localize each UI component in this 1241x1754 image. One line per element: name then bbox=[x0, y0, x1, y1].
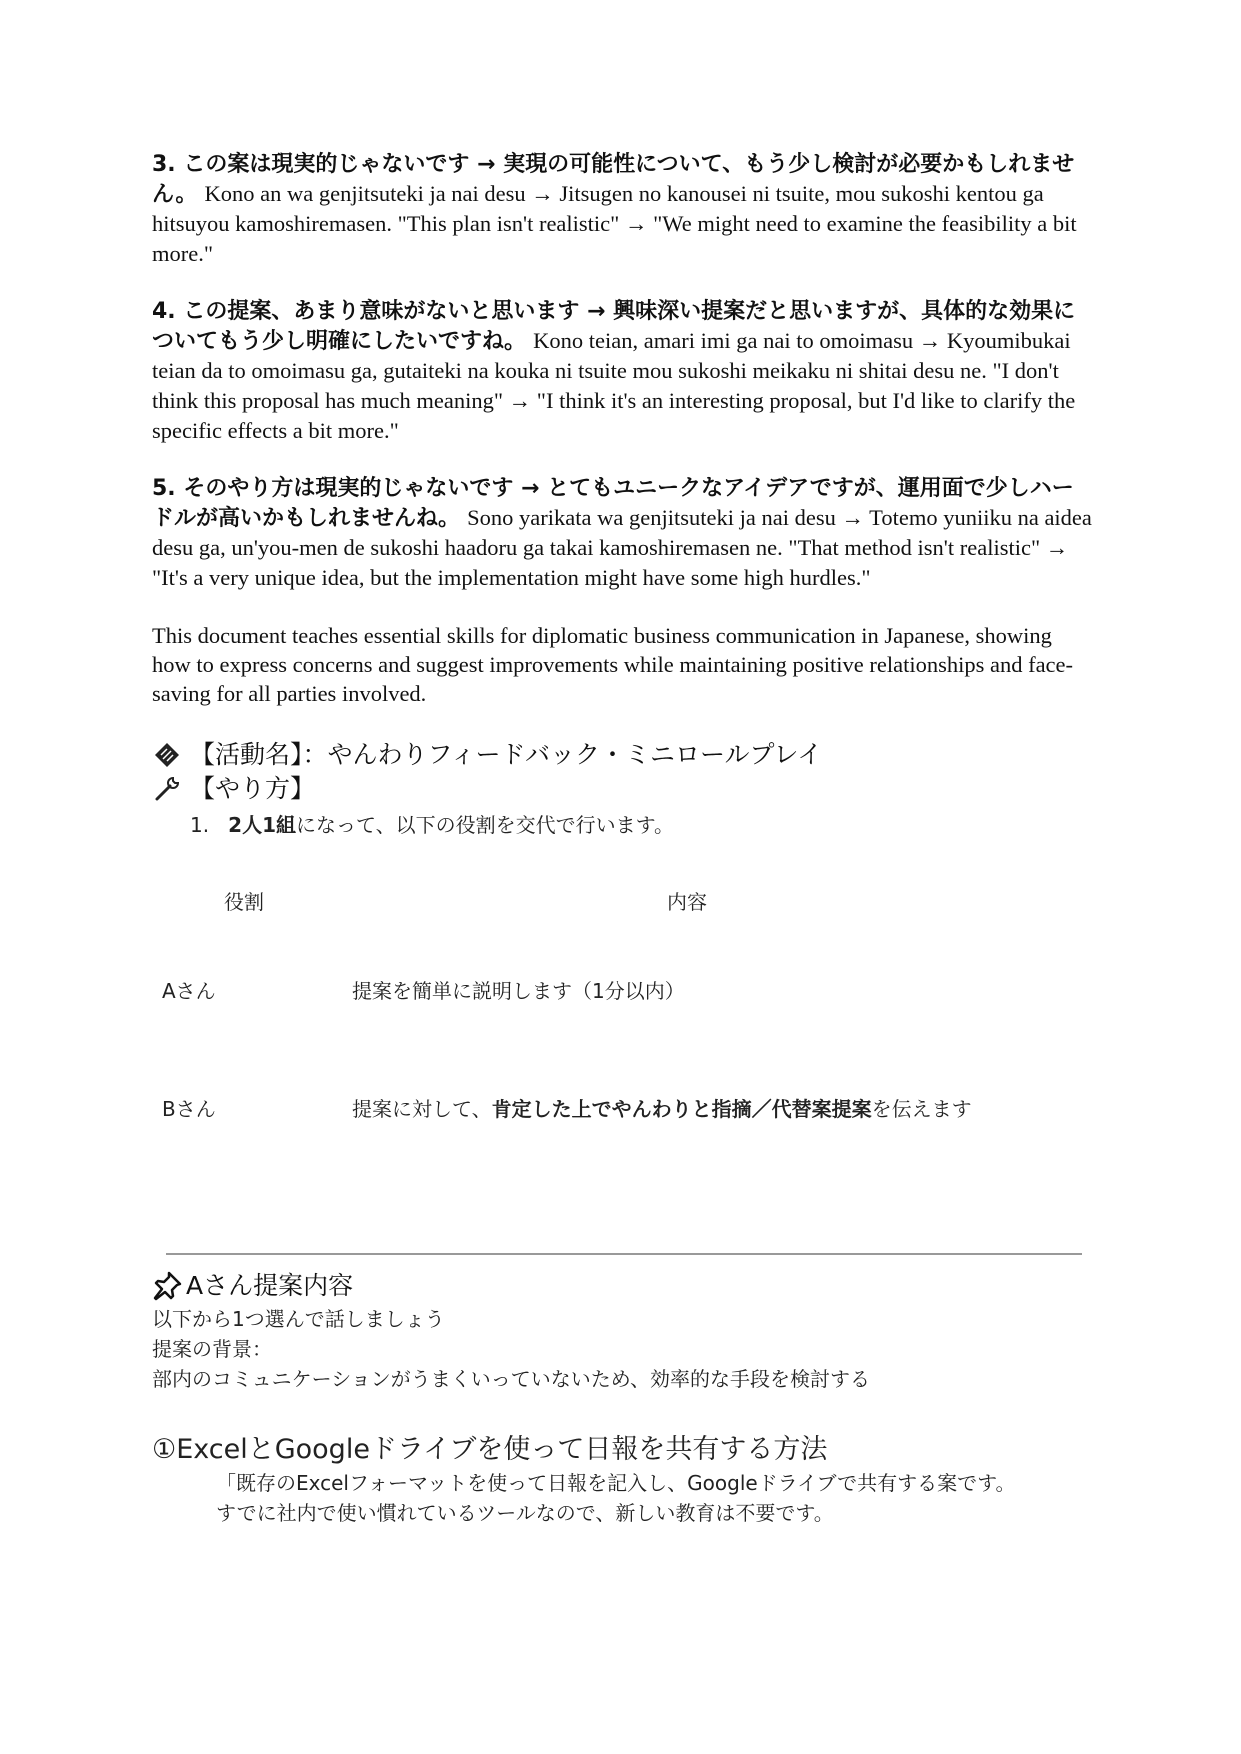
horizontal-divider bbox=[166, 1253, 1082, 1255]
column-header-content: 内容 bbox=[667, 889, 707, 914]
step-number: 1. bbox=[190, 813, 210, 837]
activity-title: 【活動名】：やんわりフィードバック・ミニロールプレイ bbox=[190, 740, 823, 769]
option-1-body bbox=[152, 1468, 1016, 1528]
role-cell: Aさん bbox=[162, 978, 216, 1003]
option-1-line-2: すでに社内で使い慣れているツールなので、新しい教育は不要です。 bbox=[216, 1501, 834, 1525]
item-number: 5. bbox=[152, 476, 176, 501]
table-row bbox=[152, 930, 1092, 1048]
option-1-line-1: 「既存のExcelフォーマットを使って日報を記入し、Googleドライブで共有する案です。 bbox=[216, 1471, 1016, 1495]
phrase-item-4 bbox=[152, 297, 1092, 446]
wrench-icon bbox=[152, 774, 182, 804]
romaji-english-text: Kono teian, amari imi ga nai to omoimasu → Kyoumibukai teian da to omoimasu ga, gutaiteki na kouka ni tsuite mou sukoshi meikaku ni shitai desu ne. "I don't think this proposal has much meaning" → "I think it's an interesting proposal, but I'd like to clarify the specific effects a bit more." bbox=[152, 328, 1076, 443]
background-label: 提案の背景： bbox=[152, 1337, 272, 1361]
a-proposal-section bbox=[152, 1268, 1092, 1528]
table-row bbox=[152, 1048, 1092, 1166]
role-cell: Bさん bbox=[162, 1096, 216, 1121]
item-number: 3. bbox=[152, 152, 176, 177]
content-text: 提案を簡単に説明します（1分以内） bbox=[352, 978, 685, 1003]
romaji-english-text: Sono yarikata wa genjitsuteki ja nai desu → Totemo yuniiku na aidea desu ga, un'you-men de sukoshi haadoru ga takai kamoshiremasen ne. "That method isn't realistic" → "It's a very unique idea, but the implementation might have some high hurdles." bbox=[152, 505, 1092, 590]
romaji-english-text: Kono an wa genjitsuteki ja nai desu → Jitsugen no kanousei ni tsuite, mou sukoshi kentou ga hitsuyou kamoshiremasen. "This plan isn't realistic" → "We might need to examine the feasibility a bit more." bbox=[152, 181, 1077, 266]
background-text: 部内のコミュニケーションがうまくいっていないため、効率的な手段を検討する bbox=[152, 1367, 870, 1391]
content-cell bbox=[352, 975, 1092, 1004]
item-number: 4. bbox=[152, 299, 176, 324]
content-cell bbox=[352, 1093, 1092, 1122]
steps-list bbox=[152, 810, 1092, 840]
step-bold-text: 2人1組 bbox=[228, 813, 297, 837]
content-text-end: を伝えます bbox=[871, 1096, 972, 1121]
step-text: になって、以下の役割を交代で行います。 bbox=[296, 813, 675, 837]
document-body bbox=[152, 150, 1092, 1166]
option-1-title: ①ExcelとGoogleドライブを使って日報を共有する方法 bbox=[152, 1434, 828, 1465]
summary-paragraph: This document teaches essential skills for diplomatic business communication in Japanese, showing how to express concerns and suggest improvements while maintaining positive relationships and face-saving for all parties involved. bbox=[152, 623, 1074, 706]
a-proposal-heading bbox=[152, 1268, 1092, 1304]
table-header-row bbox=[152, 870, 1092, 930]
phrase-item-5 bbox=[152, 474, 1092, 593]
japanese-text: この提案、あまり意味がないと思います → 興味深い提案だと思いますが、具体的な効果についてもう少し明確にしたいですね。 bbox=[152, 299, 1076, 354]
content-bold-text: 肯定した上でやんわりと指摘／代替案提案 bbox=[491, 1096, 872, 1121]
japanese-text: この案は現実的じゃないです → 実現の可能性について、もう少し検討が必要かもしれません。 bbox=[152, 152, 1075, 207]
list-item bbox=[190, 810, 1092, 840]
roles-table bbox=[152, 870, 1092, 1166]
method-title: 【やり方】 bbox=[190, 774, 316, 803]
japanese-text: そのやり方は現実的じゃないです → とてもユニークなアイデアですが、運用面で少しハードルが高いかもしれませんね。 bbox=[152, 476, 1074, 531]
phrase-item-3 bbox=[152, 150, 1092, 269]
column-header-role: 役割 bbox=[224, 889, 264, 914]
content-text: 提案に対して、 bbox=[352, 1096, 492, 1121]
diamond-icon bbox=[152, 740, 182, 770]
method-heading bbox=[152, 772, 1092, 806]
pushpin-icon bbox=[152, 1271, 182, 1301]
activity-heading bbox=[152, 738, 1092, 772]
instruction-line: 以下から1つ選んで話しましょう bbox=[152, 1307, 445, 1331]
a-proposal-title: Aさん提案内容 bbox=[186, 1271, 354, 1300]
